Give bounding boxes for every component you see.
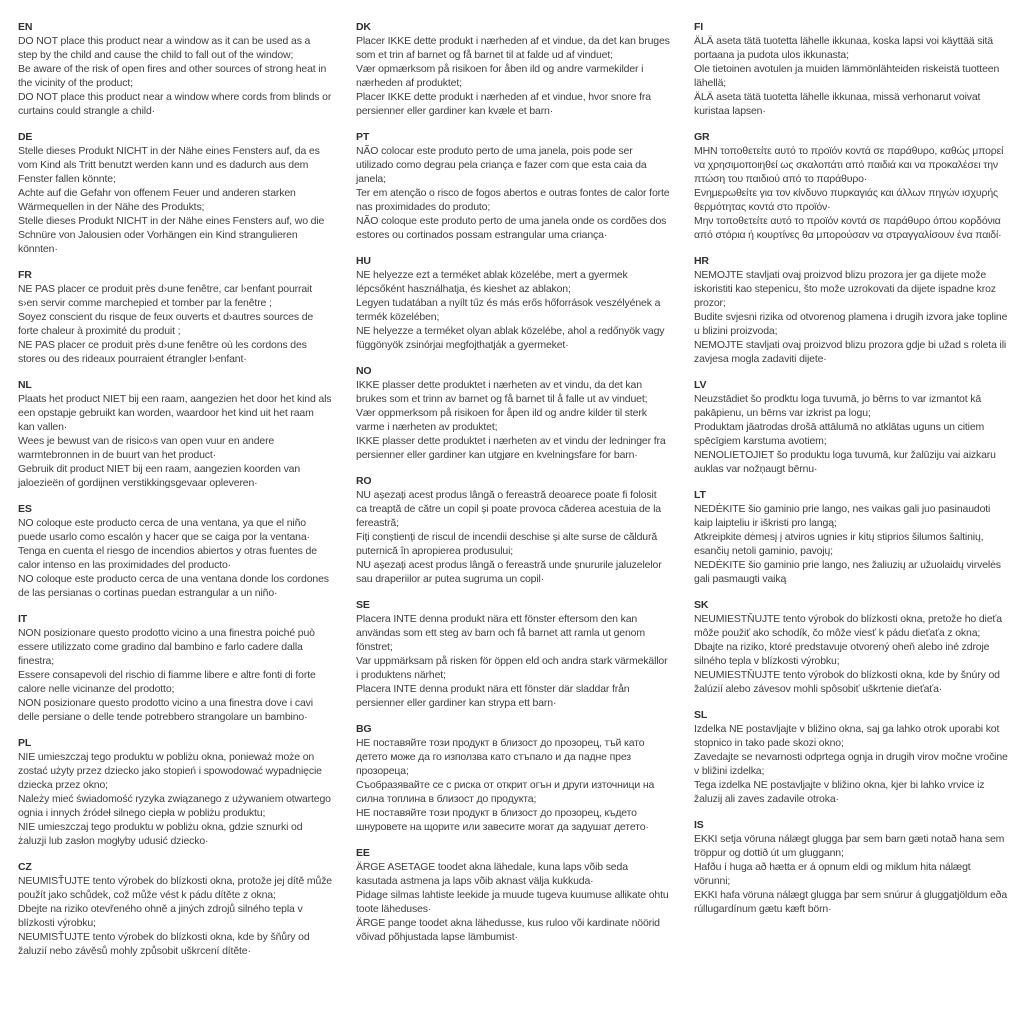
warning-paragraph: NEUMIESTŇUJTE tento výrobok do blízkosti okna, kde by šnúry od žalúzií alebo závesov mohli spôsobiť uškrtenie dieťaťa·	[694, 669, 1000, 695]
warning-paragraph: NÃO colocar este produto perto de uma janela, pois pode ser utilizado como degrau pela criança e fazer com que esta caia da janela;	[356, 145, 647, 185]
warning-paragraph: Soyez conscient du risque de feux ouverts et d›autres sources de forte chaleur à proximité du produit ;	[18, 311, 314, 337]
warning-paragraph: Gebruik dit product NIET bij een raam, aangezien koorden van jaloezieën of gordijnen verstikkingsgevaar opleveren·	[18, 463, 301, 489]
language-section-de	[18, 130, 332, 256]
language-code: DE	[18, 131, 33, 143]
warning-paragraph: ÄLÄ aseta tätä tuotetta lähelle ikkunaa, missä verhonarut voivat kuristaa lapsen·	[694, 91, 981, 117]
language-section-lt	[694, 488, 1008, 586]
column-2	[356, 20, 670, 970]
language-section-hr	[694, 254, 1008, 366]
warning-paragraph: Vær opmærksom på risikoen for åben ild og andre varmekilder i nærheden af produktet;	[356, 63, 644, 89]
language-code: PL	[18, 737, 32, 749]
language-code: CZ	[18, 861, 32, 873]
language-code: GR	[694, 131, 710, 143]
warning-paragraph: ÄRGE pange toodet akna lähedusse, kus ruloo või kardinate nöörid võivad põhjustada lapse lämbumist·	[356, 917, 660, 943]
warning-paragraph: NEUMISŤUJTE tento výrobek do blízkosti okna, kde by šňůry od žaluzií nebo závěsů mohly způsobit uškrcení dítěte·	[18, 931, 310, 957]
language-section-dk	[356, 20, 670, 118]
language-code: IT	[18, 613, 28, 625]
warning-paragraph: Essere consapevoli del rischio di fiamme libere e altre fonti di forte calore nelle vicinanze del prodotto;	[18, 669, 316, 695]
language-code: DK	[356, 21, 371, 33]
language-section-it	[18, 612, 332, 724]
language-code: SK	[694, 599, 709, 611]
language-section-fi	[694, 20, 1008, 118]
warning-paragraph: Μην τοποθετείτε αυτό το προϊόν κοντά σε παράθυρο όπου κορδόνια από στόρια ή κουρτίνες θα μπορούσαν να στραγγαλίσουν ένα παιδί·	[694, 215, 1002, 241]
warning-paragraph: IKKE plasser dette produktet i nærheten av et vindu der ledninger fra persienner eller gardiner kan utgjøre en kvelningsfare for barn·	[356, 435, 666, 461]
warning-paragraph: Tega izdelka NE postavljajte v bližino okna, kjer bi lahko vrvice iz žaluzij ali zaves zadavile otroka·	[694, 779, 985, 805]
language-section-sk	[694, 598, 1008, 696]
language-code: EE	[356, 847, 370, 859]
language-code: SE	[356, 599, 370, 611]
warning-paragraph: NE PAS placer ce produit près d›une fenêtre, car l›enfant pourrait s›en servir comme marchepied et tomber par la fenêtre ;	[18, 283, 312, 309]
warning-paragraph: Budite svjesni rizika od otvorenog plamena i drugih izvora jake topline u blizini proizvoda;	[694, 311, 1008, 337]
language-section-nl	[18, 378, 332, 490]
warning-paragraph: Съобразявайте се с риска от открит огън и други източници на силна топлина в близост до продукта;	[356, 779, 655, 805]
language-code: NL	[18, 379, 32, 391]
warning-paragraph: NEUMISŤUJTE tento výrobek do blízkosti okna, protože jej dítě může použít jako schůdek, což může vést k pádu dítěte z okna;	[18, 875, 332, 901]
warning-paragraph: NON posizionare questo prodotto vicino a una finestra dove i cavi delle persiane o delle tende potrebbero strangolare un bambino·	[18, 697, 313, 723]
warning-paragraph: Ole tietoinen avotulen ja muiden lämmönlähteiden riskeistä tuotteen lähellä;	[694, 63, 1000, 89]
language-section-es	[18, 502, 332, 600]
language-section-ee	[356, 846, 670, 944]
warning-paragraph: Achte auf die Gefahr von offenem Feuer und anderen starken Wärmequellen in der Nähe des Produkts;	[18, 187, 296, 213]
warning-paragraph: NEDĖKITE šio gaminio prie lango, nes vaikas gali juo pasinaudoti kaip laipteliu ir iškristi pro langą;	[694, 503, 991, 529]
language-section-pl	[18, 736, 332, 848]
warning-paragraph: Atkreipkite dėmesį į atviros ugnies ir kitų stiprios šilumos šaltinių, esančių netoli gaminio, pavojų;	[694, 531, 984, 557]
warning-paragraph: IKKE plasser dette produktet i nærheten av et vindu, da det kan brukes som et trinn av barnet og få barnet til å falle ut av vinduet;	[356, 379, 648, 405]
warning-paragraph: NEMOJTE stavljati ovaj proizvod blizu prozora gdje bi užad s roleta ili zavjesa mogla zadaviti dijete·	[694, 339, 1007, 365]
language-section-en	[18, 20, 332, 118]
warning-paragraph: Vær oppmerksom på risikoen for åpen ild og andre kilder til sterk varme i nærheten av produktet;	[356, 407, 647, 433]
warning-paragraph: EKKI setja vöruna nálægt glugga þar sem barn gæti notað hana sem tröppur og dottið út um gluggann;	[694, 833, 1005, 859]
language-section-ro	[356, 474, 670, 586]
language-code: FR	[18, 269, 32, 281]
language-code: HU	[356, 255, 371, 267]
language-code: RO	[356, 475, 372, 487]
warning-paragraph: NEMOJTE stavljati ovaj proizvod blizu prozora jer ga dijete može iskoristiti kao stepenicu, što može uzrokovati da dijete ispadne kroz prozor;	[694, 269, 996, 309]
language-section-pt	[356, 130, 670, 242]
warning-paragraph: Ενημερωθείτε για τον κίνδυνο πυρκαγιάς και άλλων πηγών ισχυρής θερμότητας κοντά στο προϊόν·	[694, 187, 998, 213]
warning-paragraph: NIE umieszczaj tego produktu w pobliżu okna, gdzie sznurki od żaluzji lub zasłon mogłyby udusić dziecko·	[18, 821, 303, 847]
language-section-se	[356, 598, 670, 710]
warning-paragraph: Placera INTE denna produkt nära ett fönster där sladdar från persienner eller gardiner kan strypa ett barn·	[356, 683, 630, 709]
warning-paragraph: Neuzstādiet šo prodktu loga tuvumā, jo bērns to var izmantot kā pakāpienu, un bērns var izkrist pa logu;	[694, 393, 982, 419]
warning-paragraph: NO coloque este producto cerca de una ventana donde los cordones de las persianas o cortinas puedan estrangular a un niño·	[18, 573, 329, 599]
warning-paragraph: ΜΗΝ τοποθετείτε αυτό το προϊόν κοντά σε παράθυρο, καθώς μπορεί να χρησιμοποιηθεί ως σκαλοπάτι από παιδιά και να προκαλέσει την πτώση του παιδιού από το παράθυρο·	[694, 145, 1004, 185]
language-section-gr	[694, 130, 1008, 242]
warning-paragraph: НЕ поставяйте този продукт в близост до прозорец, тъй като детето може да го използва като стъпало и да падне през прозореца;	[356, 737, 645, 777]
warning-paragraph: Zavedajte se nevarnosti odprtega ognja in drugih virov močne vročine v bližini izdelka;	[694, 751, 1008, 777]
warning-paragraph: Pidage silmas lahtiste leekide ja muude tugeva kuumuse allikate ohtu toote läheduses·	[356, 889, 669, 915]
language-code: ES	[18, 503, 32, 515]
warning-paragraph: Placer IKKE dette produkt i nærheden af et vindue, hvor snore fra persienner eller gardiner kan kvæle et barn·	[356, 91, 651, 117]
warning-paragraph: ÄLÄ aseta tätä tuotetta lähelle ikkunaa, koska lapsi voi käyttää sitä portaana ja pudota ulos ikkunasta;	[694, 35, 994, 61]
warning-paragraph: NU așezați acest produs lângă o fereastră deoarece poate fi folosit ca treaptă de către un copil și poate provoca căderea acestuia de la fereastră;	[356, 489, 662, 529]
warning-paragraph: ÄRGE ASETAGE toodet akna lähedale, kuna laps võib seda kasutada astmena ja laps võib aknast välja kukkuda·	[356, 861, 628, 887]
language-section-is	[694, 818, 1008, 916]
warning-paragraph: Legyen tudatában a nyílt tűz és más erős hőforrások veszélyének a termék közelében;	[356, 297, 661, 323]
column-3	[694, 20, 1008, 970]
column-1	[18, 20, 332, 970]
warning-paragraph: Be aware of the risk of open fires and other sources of strong heat in the vicinity of the product;	[18, 63, 327, 89]
language-code: HR	[694, 255, 709, 267]
warning-paragraph: Placer IKKE dette produkt i nærheden af et vindue, da det kan bruges som et trin af barnet og få barnet til at falde ud af vinduet;	[356, 35, 670, 61]
language-section-sl	[694, 708, 1008, 806]
warning-paragraph: Hafðu í huga að hætta er á opnum eldi og miklum hita nálægt vörunni;	[694, 861, 971, 887]
language-code: LV	[694, 379, 707, 391]
language-section-fr	[18, 268, 332, 366]
warning-paragraph: NE helyezze a terméket olyan ablak közelébe, ahol a redőnyök vagy függönyök zsinórjai megfojthatják a gyermeket·	[356, 325, 665, 351]
language-code: EN	[18, 21, 33, 33]
warning-paragraph: Wees je bewust van de risico›s van open vuur en andere warmtebronnen in de buurt van het product·	[18, 435, 275, 461]
warning-paragraph: Tenga en cuenta el riesgo de incendios abiertos y otras fuentes de calor intenso en las proximidades del producto·	[18, 545, 317, 571]
warning-paragraph: Dbejte na riziko otevřeného ohně a jiných zdrojů silného tepla v blízkosti výrobku;	[18, 903, 303, 929]
warning-paragraph: NE PAS placer ce produit près d›une fenêtre où les cordons des stores ou des rideaux pourraient étrangler l›enfant·	[18, 339, 307, 365]
language-code: IS	[694, 819, 704, 831]
language-section-bg	[356, 722, 670, 834]
warning-paragraph: Należy mieć świadomość ryzyka związanego z używaniem otwartego ognia i innych źródeł silnego ciepła w pobliżu produktu;	[18, 793, 331, 819]
language-section-no	[356, 364, 670, 462]
warning-paragraph: Stelle dieses Produkt NICHT in der Nähe eines Fensters auf, da es vom Kind als Tritt benutzt werden kann und es dadurch aus dem Fenster fallen könnte;	[18, 145, 320, 185]
warning-paragraph: NEDĖKITE šio gaminio prie lango, nes žaliuzių ar užuolaidų virvelės gali pasmaugti vaiką	[694, 559, 1001, 585]
warning-paragraph: NE helyezze ezt a terméket ablak közelébe, mert a gyermek lépcsőként használhatja, és kieshet az ablakon;	[356, 269, 628, 295]
warning-paragraph: NO coloque este producto cerca de una ventana, ya que el niño puede usarlo como escalón y hacer que se caiga por la ventana·	[18, 517, 310, 543]
warning-paragraph: NEUMIESTŇUJTE tento výrobok do blízkosti okna, pretože ho dieťa môže použiť ako schodík, čo môže viesť k pádu dieťaťa z okna;	[694, 613, 1002, 639]
language-code: BG	[356, 723, 372, 735]
warning-paragraph: NIE umieszczaj tego produktu w pobliżu okna, ponieważ może on zostać użyty przez dziecko jako stopień i spowodować wypadnięcie dziecka przez okno;	[18, 751, 322, 791]
language-code: NO	[356, 365, 372, 377]
language-code: PT	[356, 131, 370, 143]
language-section-lv	[694, 378, 1008, 476]
language-section-hu	[356, 254, 670, 352]
warning-paragraph: Ter em atenção o risco de fogos abertos e outras fontes de calor forte nas proximidades do produto;	[356, 187, 670, 213]
warning-paragraph: Stelle dieses Produkt NICHT in der Nähe eines Fensters auf, wo die Schnüre von Jalousien oder Vorhängen ein Kind strangulieren könnten·	[18, 215, 325, 255]
warning-paragraph: NÃO coloque este produto perto de uma janela onde os cordões dos estores ou cortinados possam estrangular uma criança·	[356, 215, 667, 241]
warning-paragraph: Fiți conștienți de riscul de incendii deschise și alte surse de căldură puternică în apropierea produsului;	[356, 531, 658, 557]
warning-paragraph: Izdelka NE postavljajte v bližino okna, saj ga lahko otrok uporabi kot stopnico in tako pade skozi okno;	[694, 723, 1000, 749]
language-code: FI	[694, 21, 704, 33]
warning-paragraph: НЕ поставяйте този продукт в близост до прозорец, където шнуровете на щорите или завесите могат да задушат детето·	[356, 807, 649, 833]
warning-paragraph: Var uppmärksam på risken för öppen eld och andra stark värmekällor i produktens närhet;	[356, 655, 668, 681]
language-code: SL	[694, 709, 708, 721]
warning-paragraph: NON posizionare questo prodotto vicino a una finestra poiché può essere utilizzato come gradino dal bambino e farlo cadere dalla finestra;	[18, 627, 315, 667]
warning-paragraph: DO NOT place this product near a window where cords from blinds or curtains could strangle a child·	[18, 91, 332, 117]
warning-paragraph: DO NOT place this product near a window as it can be used as a step by the child and cause the child to fall out of the window;	[18, 35, 311, 61]
language-code: LT	[694, 489, 706, 501]
warning-paragraph: Dbajte na riziko, ktoré predstavuje otvorený oheň alebo iné zdroje silného tepla v blízkosti výrobku;	[694, 641, 990, 667]
warning-paragraph: NENOLIETOJIET šo produktu loga tuvumā, kur žalūziju vai aizkaru auklas var nožņaugt bērnu·	[694, 449, 996, 475]
warning-paragraph: Plaats het product NIET bij een raam, aangezien het door het kind als een opstapje gebruikt kan worden, waardoor het kind uit het raam kan vallen·	[18, 393, 332, 433]
warning-paragraph: EKKI hafa vöruna nálægt glugga þar sem snúrur á gluggatjöldum eða rúllugardínum gætu kæft börn·	[694, 889, 1008, 915]
warning-columns	[18, 20, 1008, 970]
warning-paragraph: NU așezați acest produs lângă o fereastră unde șnururile jaluzelelor sau draperiilor ar putea sugruma un copil·	[356, 559, 662, 585]
warning-paragraph: Placera INTE denna produkt nära ett fönster eftersom den kan användas som ett steg av barn och få barnet att ramla ut genom fönstret;	[356, 613, 645, 653]
warning-paragraph: Produktam jāatrodas drošā attālumā no atklātas uguns un citiem spēcīgiem karstuma avotiem;	[694, 421, 985, 447]
language-section-cz	[18, 860, 332, 958]
